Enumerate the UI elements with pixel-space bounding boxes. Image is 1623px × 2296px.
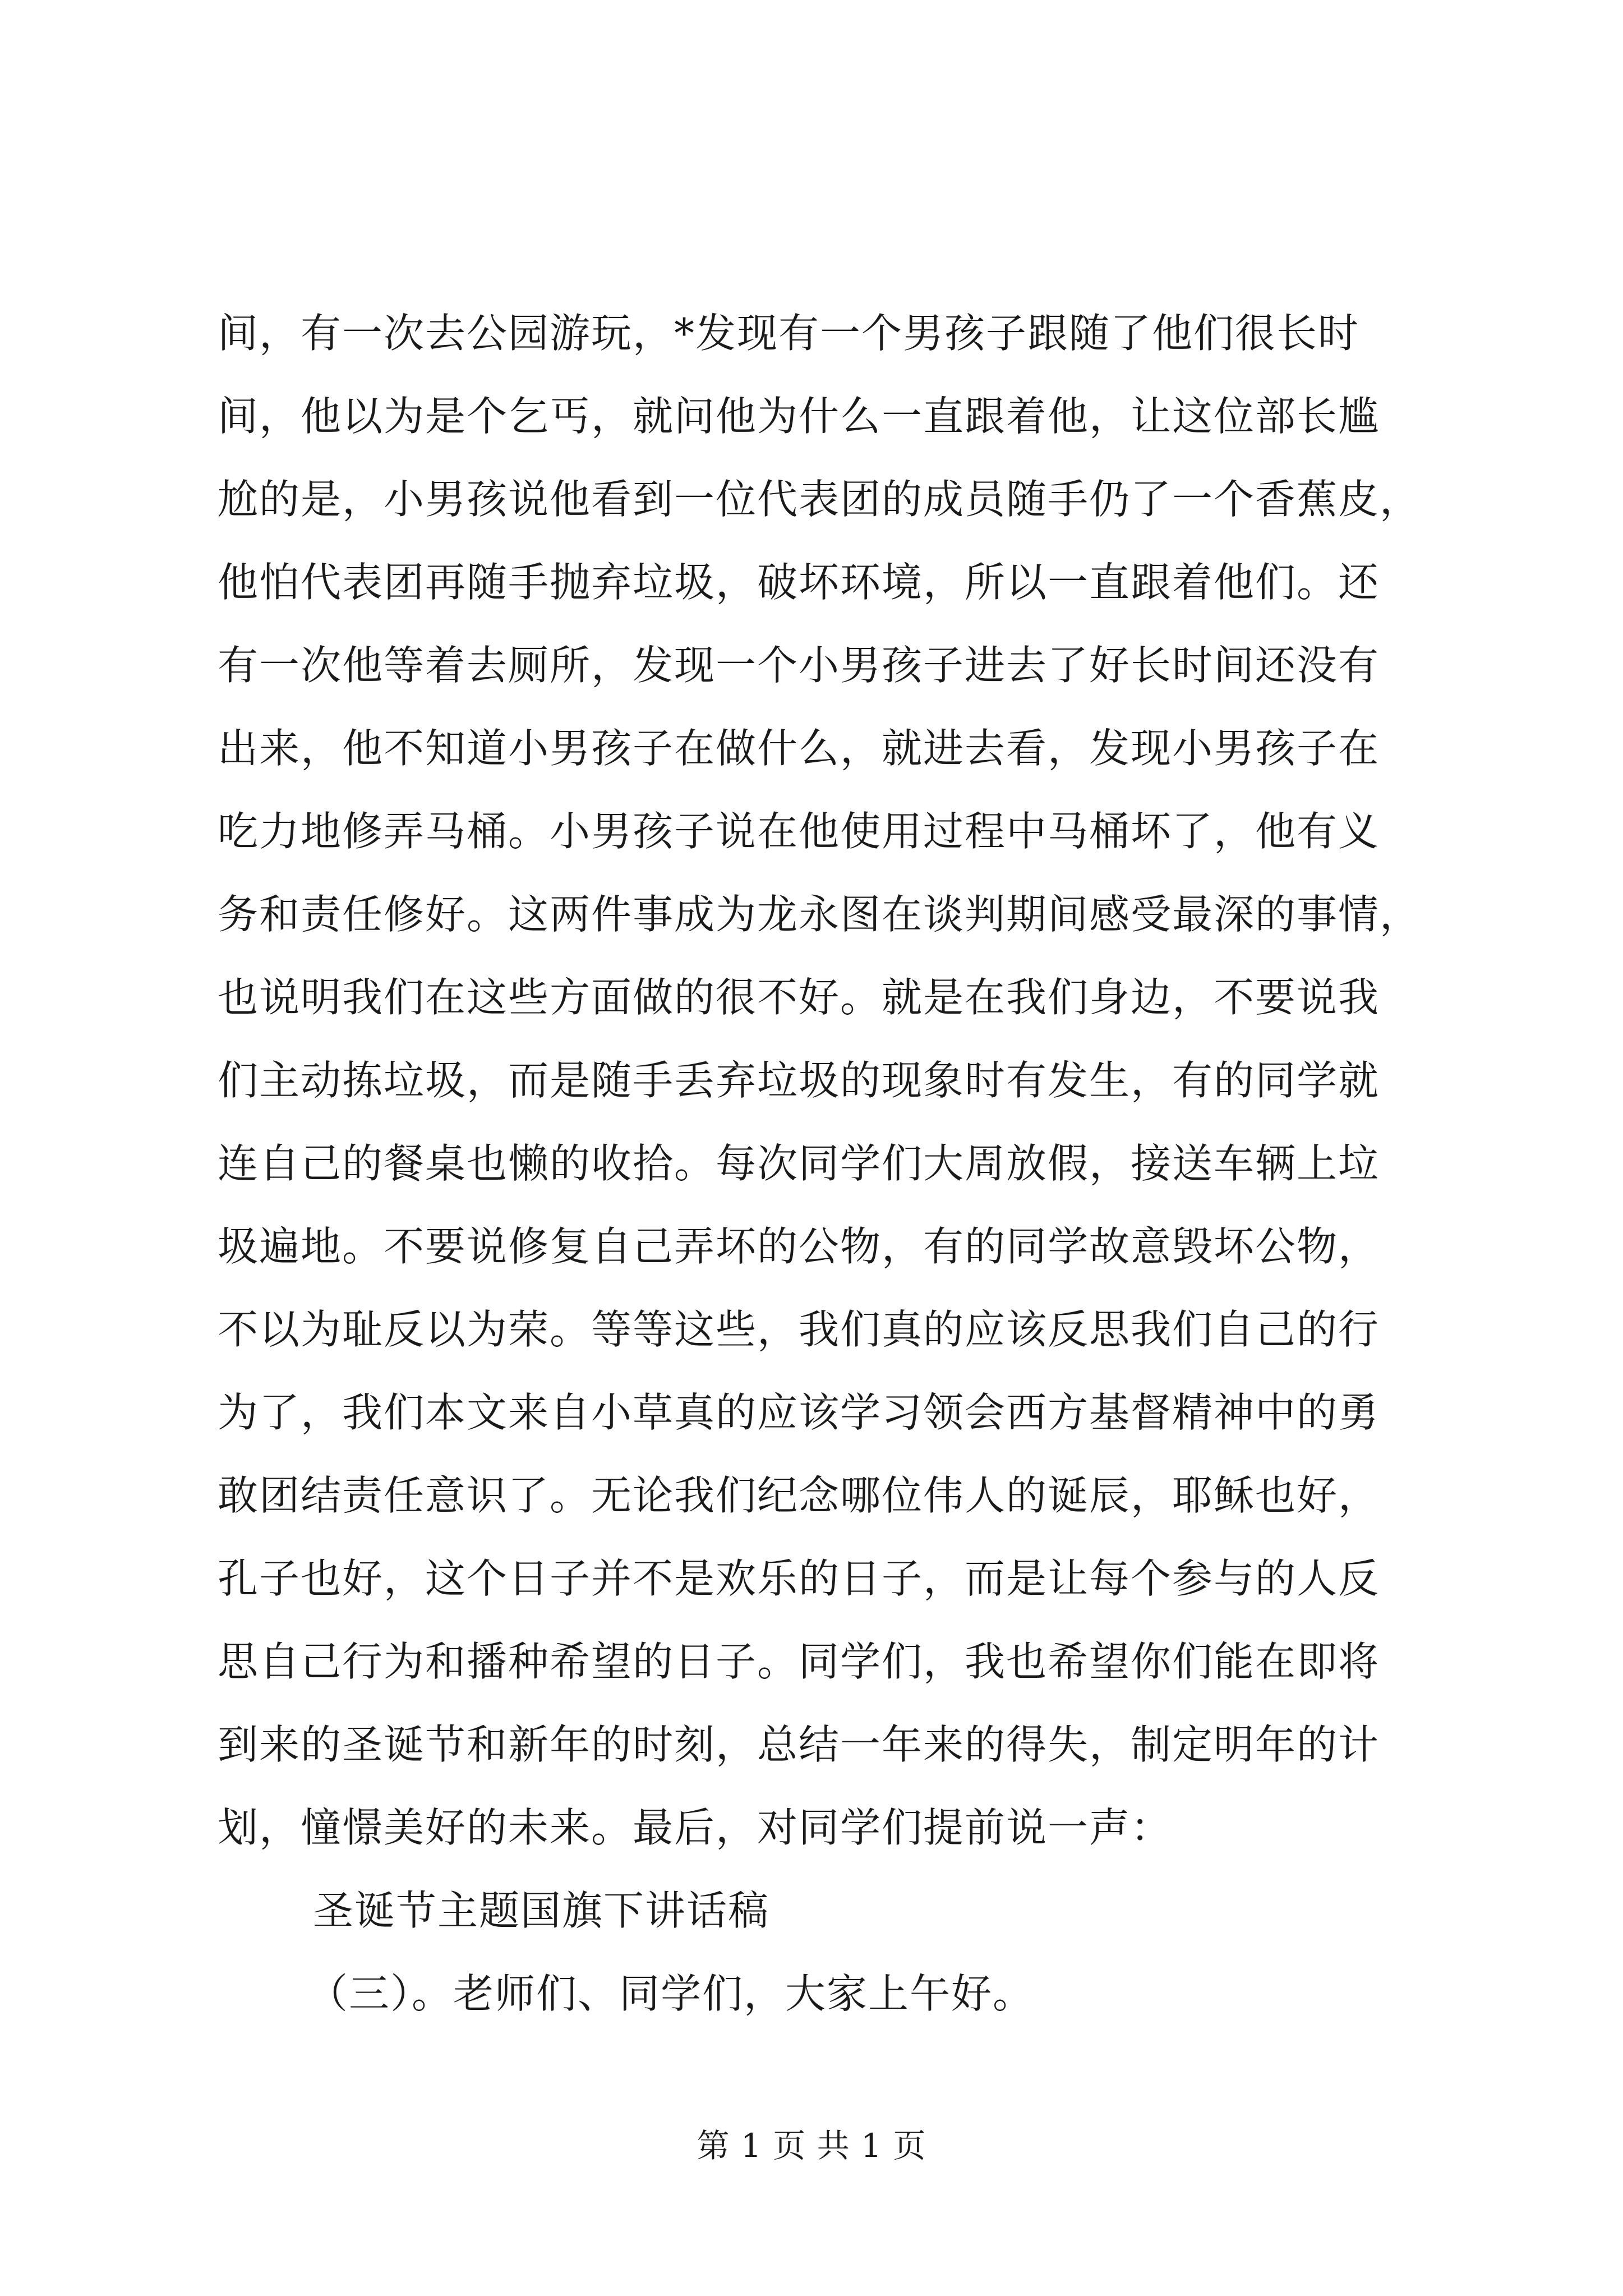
section-title: 圣诞节主题国旗下讲话稿 (313, 1887, 770, 1934)
paragraph-line: 间，有一次去公园游玩，*发现有一个男孩子跟随了他们很长时 (218, 310, 1360, 357)
paragraph-line: 敢团结责任意识了。无论我们纪念哪位伟人的诞辰，耶稣也好， (218, 1472, 1380, 1519)
paragraph-line: 圾遍地。不要说修复自己弄坏的公物，有的同学故意毁坏公物， (218, 1223, 1380, 1270)
paragraph-line: 他怕代表团再随手抛弃垃圾，破坏环境，所以一直跟着他们。还 (218, 559, 1380, 606)
paragraph-line: 也说明我们在这些方面做的很不好。就是在我们身边，不要说我 (218, 974, 1380, 1021)
paragraph-line: 连自己的餐桌也懒的收拾。每次同学们大周放假，接送车辆上垃 (218, 1140, 1380, 1187)
paragraph-line: 间，他以为是个乞丐，就问他为什么一直跟着他，让这位部长尴 (218, 393, 1380, 440)
paragraph-line: 尬的是，小男孩说他看到一位代表团的成员随手仍了一个香蕉皮， (218, 476, 1422, 523)
paragraph-line: 到来的圣诞节和新年的时刻，总结一年来的得失，制定明年的计 (218, 1721, 1380, 1768)
paragraph-line: 务和责任修好。这两件事成为龙永图在谈判期间感受最深的事情， (218, 891, 1422, 938)
paragraph-line: 思自己行为和播种希望的日子。同学们，我也希望你们能在即将 (218, 1638, 1380, 1685)
paragraph-line: 有一次他等着去厕所，发现一个小男孩子进去了好长时间还没有 (218, 642, 1380, 689)
paragraph-line: 孔子也好，这个日子并不是欢乐的日子，而是让每个参与的人反 (218, 1555, 1380, 1602)
paragraph-line: 划，憧憬美好的未来。最后，对同学们提前说一声： (218, 1804, 1173, 1851)
paragraph-line: 不以为耻反以为荣。等等这些，我们真的应该反思我们自己的行 (218, 1306, 1380, 1353)
paragraph-line: 为了，我们本文来自小草真的应该学习领会西方基督精神中的勇 (218, 1389, 1380, 1436)
paragraph-line: 们主动拣垃圾，而是随手丢弃垃圾的现象时有发生，有的同学就 (218, 1057, 1380, 1104)
section-subtitle: （三）。老师们、同学们，大家上午好。 (307, 1970, 1035, 2017)
paragraph-line: 吃力地修弄马桶。小男孩子说在他使用过程中马桶坏了，他有义 (218, 808, 1380, 855)
paragraph-line: 出来，他不知道小男孩子在做什么，就进去看，发现小男孩子在 (218, 725, 1380, 772)
page-footer: 第 1 页 共 1 页 (697, 2127, 926, 2165)
document-body (218, 292, 1485, 2035)
